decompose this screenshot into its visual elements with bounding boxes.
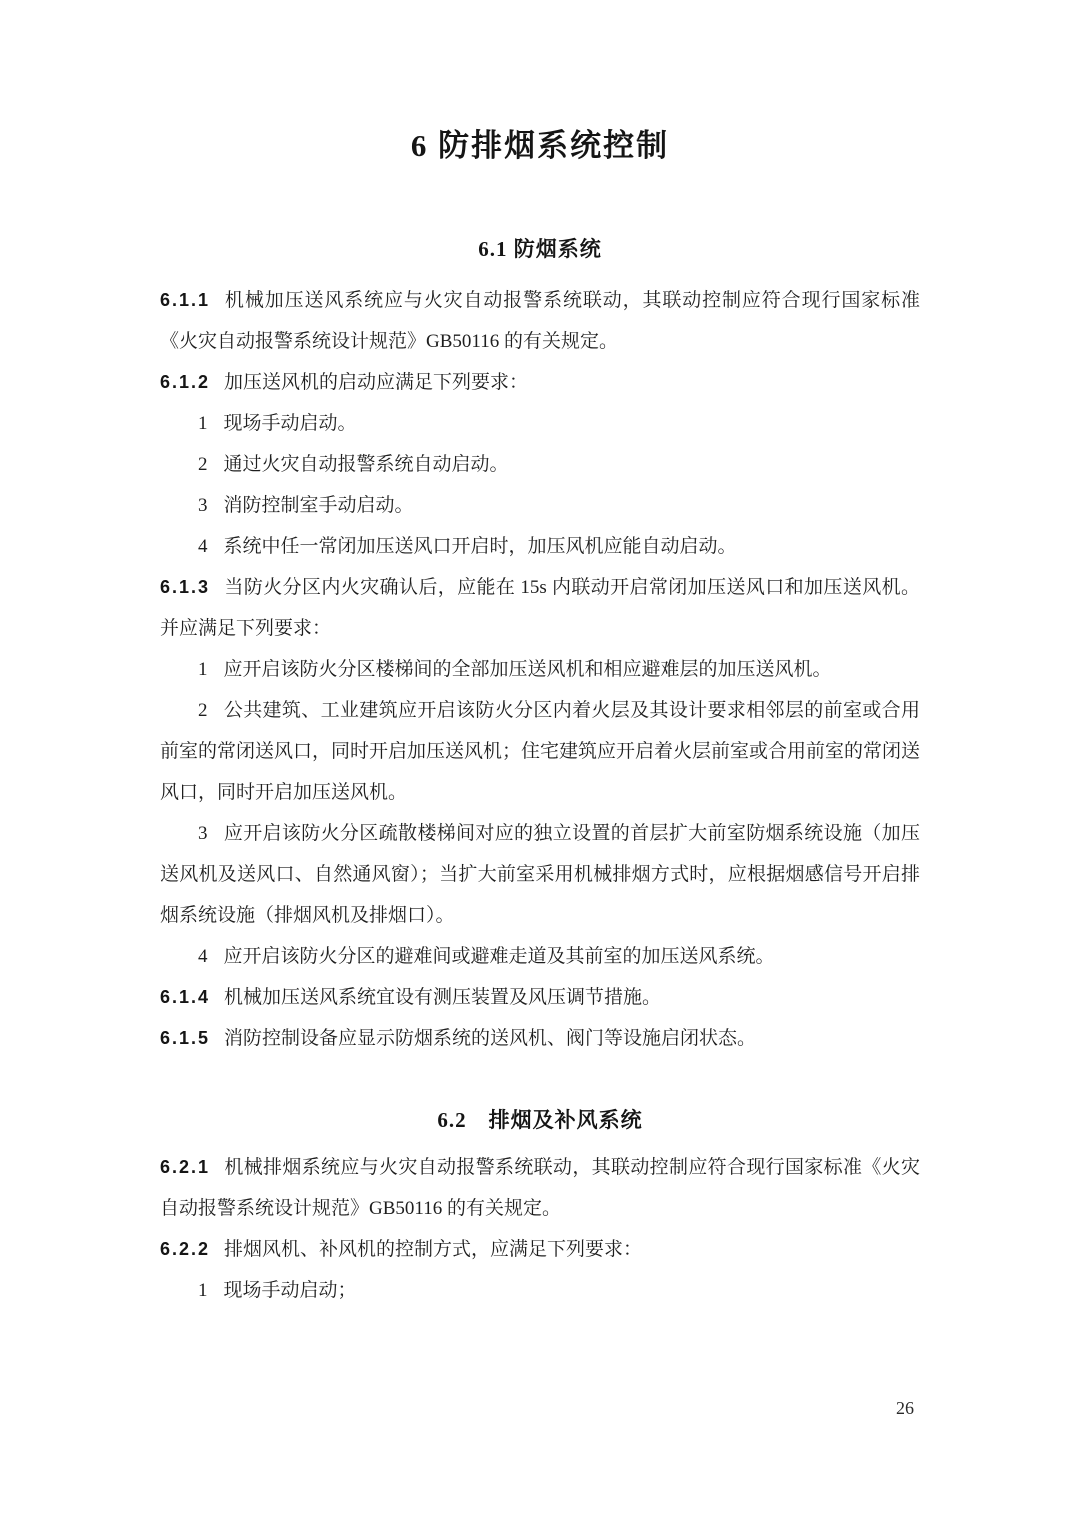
clause-number: 6.2.1 <box>160 1157 211 1177</box>
clause-number: 6.1.4 <box>160 987 211 1007</box>
list-item <box>160 444 920 485</box>
clause-6-1-1 <box>160 280 920 362</box>
section-title-6-1: 6.1 防烟系统 <box>478 237 602 261</box>
clause-text: 当防火分区内火灾确认后，应能在 15s 内联动开启常闭加压送风口和加压送风机。并应满足下列要求： <box>160 577 920 639</box>
list-item <box>160 485 920 526</box>
page-number: 26 <box>896 1398 914 1418</box>
item-number: 1 <box>198 413 208 434</box>
document-content <box>160 0 920 1311</box>
clause-6-1-2 <box>160 362 920 403</box>
item-number: 4 <box>198 536 208 557</box>
clause-6-2-2 <box>160 1229 920 1270</box>
clause-number: 6.1.2 <box>160 372 211 392</box>
item-number: 4 <box>198 946 208 967</box>
item-text: 消防控制室手动启动。 <box>223 495 414 516</box>
chapter-title: 6 防排烟系统控制 <box>410 128 670 163</box>
clause-6-1-5 <box>160 1018 920 1059</box>
list-item <box>160 936 920 977</box>
item-number: 2 <box>198 454 208 475</box>
clause-text: 加压送风机的启动应满足下列要求： <box>224 372 529 393</box>
item-number: 3 <box>198 823 208 844</box>
item-text: 现场手动启动； <box>223 1280 357 1301</box>
item-text: 现场手动启动。 <box>223 413 357 434</box>
list-item <box>160 649 920 690</box>
list-item <box>160 690 920 813</box>
clause-number: 6.1.5 <box>160 1028 211 1048</box>
clause-number: 6.1.3 <box>160 577 211 597</box>
clause-text: 机械排烟系统应与火灾自动报警系统联动，其联动控制应符合现行国家标准《火灾自动报警系统设计规范》GB50116 的有关规定。 <box>160 1157 920 1219</box>
clause-number: 6.2.2 <box>160 1239 211 1259</box>
item-text: 应开启该防火分区疏散楼梯间对应的独立设置的首层扩大前室防烟系统设施（加压送风机及送风口、自然通风窗）；当扩大前室采用机械排烟方式时，应根据烟感信号开启排烟系统设施（排烟风机及排烟口）。 <box>160 823 920 926</box>
clause-6-2-1 <box>160 1147 920 1229</box>
item-number: 3 <box>198 495 208 516</box>
clause-6-1-3 <box>160 567 920 649</box>
item-text: 应开启该防火分区的避难间或避难走道及其前室的加压送风系统。 <box>223 946 775 967</box>
item-text: 通过火灾自动报警系统自动启动。 <box>223 454 509 475</box>
list-item <box>160 813 920 936</box>
item-number: 2 <box>198 700 208 721</box>
item-number: 1 <box>198 1280 208 1301</box>
clause-text: 消防控制设备应显示防烟系统的送风机、阀门等设施启闭状态。 <box>224 1028 757 1049</box>
section-title-6-2: 6.2 排烟及补风系统 <box>437 1108 643 1132</box>
clause-text: 机械加压送风系统宜设有测压装置及风压调节措施。 <box>224 987 662 1008</box>
list-item <box>160 403 920 444</box>
item-text: 应开启该防火分区楼梯间的全部加压送风机和相应避难层的加压送风机。 <box>223 659 832 680</box>
item-text: 系统中任一常闭加压送风口开启时，加压风机应能自动启动。 <box>223 536 737 557</box>
clause-text: 机械加压送风系统应与火灾自动报警系统联动，其联动控制应符合现行国家标准《火灾自动报警系统设计规范》GB50116 的有关规定。 <box>160 290 920 352</box>
item-text: 公共建筑、工业建筑应开启该防火分区内着火层及其设计要求相邻层的前室或合用前室的常闭送风口，同时开启加压送风机；住宅建筑应开启着火层前室或合用前室的常闭送风口，同时开启加压送风机。 <box>160 700 921 803</box>
clause-text: 排烟风机、补风机的控制方式，应满足下列要求： <box>224 1239 643 1260</box>
clause-6-1-4 <box>160 977 920 1018</box>
list-item <box>160 526 920 567</box>
item-number: 1 <box>198 659 208 680</box>
list-item <box>160 1270 920 1311</box>
clause-number: 6.1.1 <box>160 290 211 310</box>
